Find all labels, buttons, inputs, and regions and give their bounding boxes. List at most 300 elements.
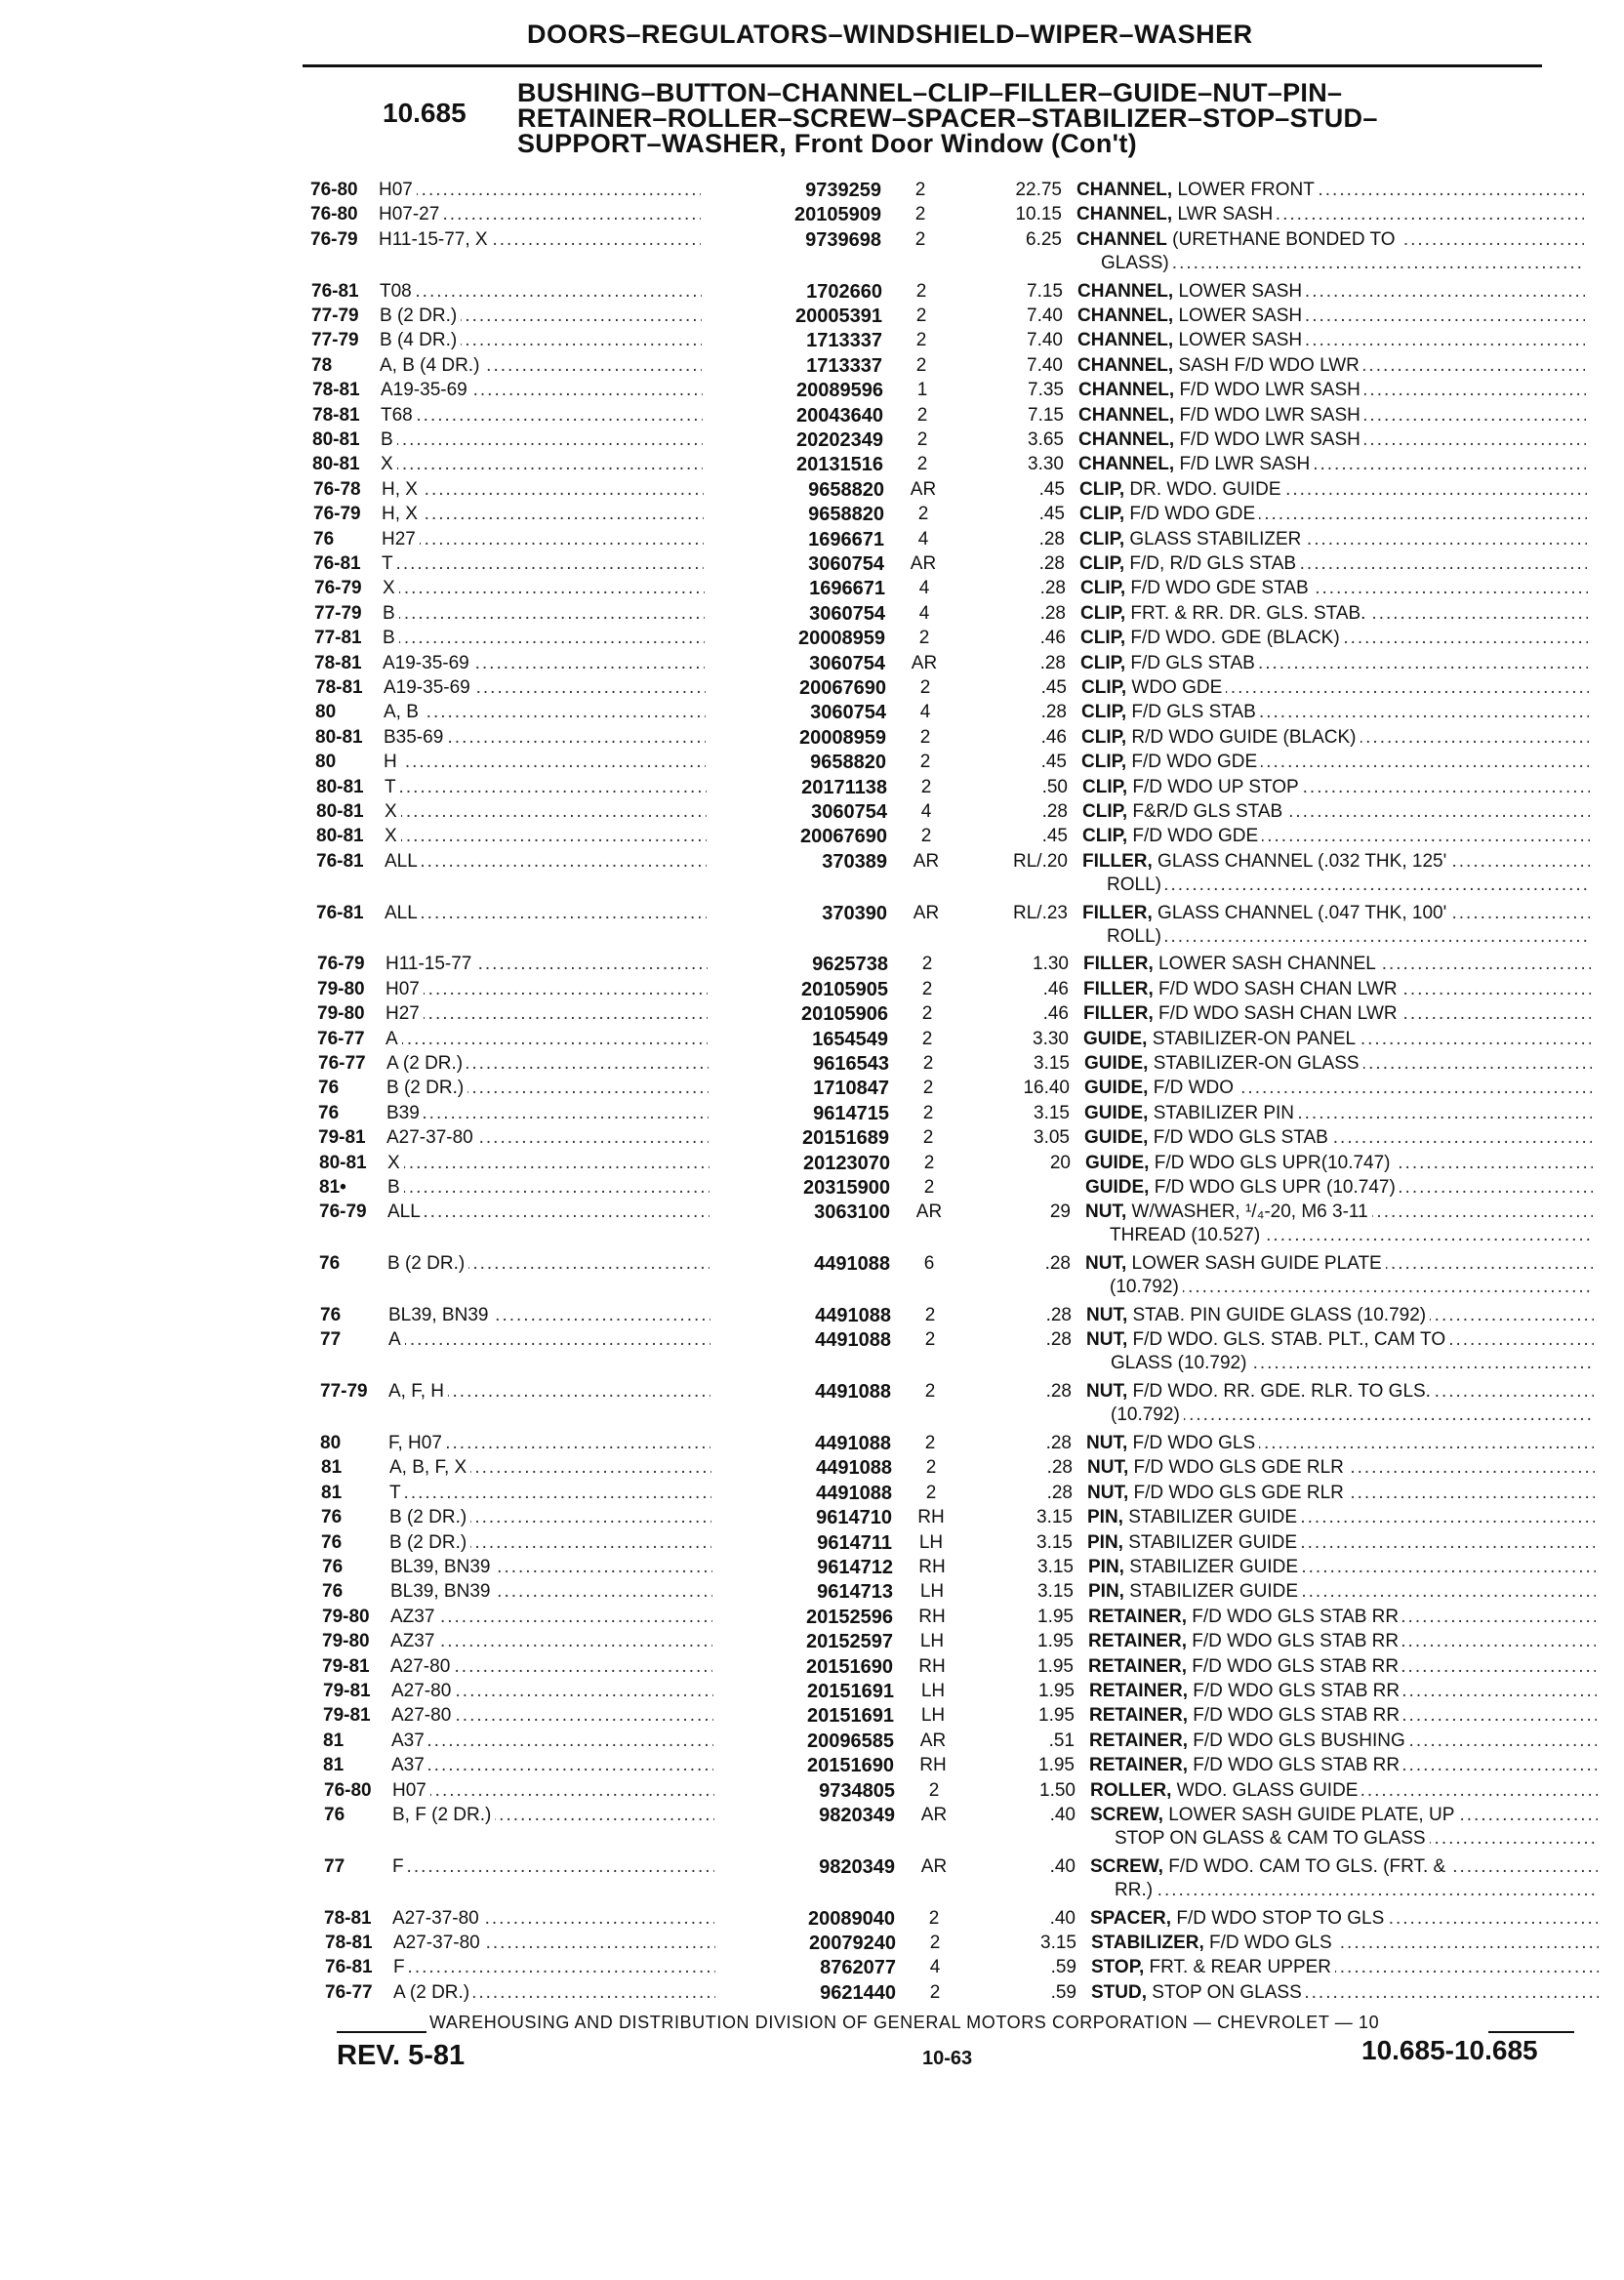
table-row xyxy=(314,602,1573,626)
row-description xyxy=(1088,1655,1596,1679)
row-model: A27-80 ..... xyxy=(391,1680,713,1703)
row-description xyxy=(1081,751,1589,774)
row-model: A19-35-69 ..... xyxy=(384,676,706,700)
row-description-text: STABILIZER-ON PANEL xyxy=(1147,1029,1357,1049)
row-description-continued: RR.) ..... xyxy=(1115,1879,1598,1902)
row-description xyxy=(1090,1779,1598,1803)
row-description xyxy=(1090,1804,1598,1827)
row-part-number: 20008959 xyxy=(799,727,886,749)
row-part-number: 3060754 xyxy=(809,603,885,625)
row-model: X ..... xyxy=(381,453,703,476)
row-model: AZ37 ..... xyxy=(390,1630,712,1653)
row-quantity: AR xyxy=(920,1805,948,1825)
row-part-number: 1696671 xyxy=(809,578,885,599)
table-row xyxy=(317,1002,1576,1026)
row-model: A19-35-69 ..... xyxy=(381,379,703,402)
row-year: 76 xyxy=(318,1078,340,1098)
row-part-number: 20089040 xyxy=(808,1908,895,1930)
row-quantity: 4 xyxy=(918,578,930,598)
row-year: 78-81 xyxy=(315,677,363,698)
row-description-category: FILLER, xyxy=(1083,954,1154,974)
row-description-text: F/D WDO GLS GDE RLR xyxy=(1128,1457,1344,1478)
row-description-text: GLASS STABILIZER xyxy=(1124,529,1302,550)
row-description-category: FILLER, xyxy=(1082,903,1153,923)
table-row xyxy=(320,1380,1579,1425)
row-year: 76 xyxy=(313,529,335,550)
row-year: 80-81 xyxy=(319,1153,367,1173)
table-row xyxy=(313,503,1572,526)
row-quantity: 4 xyxy=(917,529,929,550)
row-description xyxy=(1076,228,1584,252)
row-year: 78-81 xyxy=(312,405,360,426)
section-title-line-3: SUPPORT–WASHER, Front Door Window (Con't) xyxy=(517,129,1137,158)
row-year: 76-80 xyxy=(310,180,358,200)
row-description xyxy=(1088,1630,1596,1653)
row-model: H07 ..... xyxy=(379,179,701,202)
row-part-number: 20202349 xyxy=(796,429,883,451)
row-description-category: NUT, xyxy=(1086,1305,1128,1325)
section-range: 10.685-10.685 xyxy=(1361,2035,1538,2065)
table-row xyxy=(311,329,1570,352)
row-quantity: AR xyxy=(911,653,938,673)
row-year: 77-79 xyxy=(320,1381,368,1402)
row-year: 76 xyxy=(321,1507,343,1527)
table-row xyxy=(315,701,1574,724)
row-model: T ..... xyxy=(389,1482,711,1505)
row-quantity: RH xyxy=(918,1656,946,1677)
row-year: 77-79 xyxy=(311,305,359,326)
row-quantity: 2 xyxy=(918,628,930,648)
row-model: T68 ..... xyxy=(381,404,703,428)
row-part-number: 9614713 xyxy=(817,1581,893,1603)
row-year: 78 xyxy=(311,355,333,376)
row-year: 76 xyxy=(322,1557,344,1577)
row-quantity: AR xyxy=(910,479,937,500)
row-description-category: RETAINER, xyxy=(1089,1730,1188,1751)
table-row xyxy=(324,1804,1583,1849)
row-part-number: 1702660 xyxy=(806,281,882,303)
row-quantity: LH xyxy=(918,1532,944,1553)
row-year: 80-81 xyxy=(315,727,363,748)
row-quantity: 2 xyxy=(928,1908,940,1929)
table-row xyxy=(321,1482,1580,1505)
row-model: H, X ..... xyxy=(382,503,704,526)
row-description-text: LOWER SASH GUIDE PLATE xyxy=(1126,1253,1382,1274)
table-row xyxy=(317,978,1576,1001)
row-description-continued: (10.792) ..... xyxy=(1111,1404,1594,1427)
row-part-number: 9734805 xyxy=(819,1780,895,1802)
table-row xyxy=(316,850,1575,895)
row-description-category: GUIDE, xyxy=(1084,1103,1149,1123)
row-part-number: 4491088 xyxy=(816,1483,892,1504)
row-description-category: STABILIZER, xyxy=(1091,1933,1204,1953)
row-price: .50 xyxy=(1041,777,1068,797)
row-description-text: LOWER SASH xyxy=(1173,305,1303,326)
row-model: BL39, BN39 ..... xyxy=(390,1580,712,1604)
row-quantity: 4 xyxy=(918,603,930,624)
row-quantity: 2 xyxy=(916,454,928,474)
row-description-text: F/D WDO GLS xyxy=(1203,1933,1332,1953)
row-description-category: CHANNEL, xyxy=(1077,281,1174,302)
row-description xyxy=(1083,1028,1591,1051)
table-row xyxy=(319,1176,1578,1200)
page-number: 10-63 xyxy=(922,2048,973,2069)
table-row xyxy=(324,1779,1583,1803)
table-row xyxy=(319,1201,1578,1245)
row-description-text: LOWER SASH GUIDE PLATE, UP xyxy=(1162,1805,1455,1825)
row-year: 79-81 xyxy=(318,1127,366,1148)
row-quantity: RH xyxy=(917,1507,945,1527)
footer-rule-right xyxy=(1488,2031,1574,2033)
row-model: AZ37 ..... xyxy=(390,1606,712,1629)
row-year: 76 xyxy=(318,1103,340,1123)
row-price: 1.50 xyxy=(1039,1780,1076,1801)
row-price: .28 xyxy=(1039,578,1066,598)
row-model: B ..... xyxy=(383,627,705,650)
row-description-text: STABILIZER GUIDE xyxy=(1122,1507,1298,1527)
row-quantity: 2 xyxy=(928,1780,940,1801)
row-part-number: 20151691 xyxy=(807,1705,894,1727)
row-description-text: F/D GLS STAB xyxy=(1126,702,1256,722)
table-row xyxy=(316,800,1575,824)
row-year: 81 xyxy=(323,1755,345,1775)
row-part-number: 20005391 xyxy=(795,305,882,327)
row-year: 81 xyxy=(323,1730,345,1751)
row-part-number: 370390 xyxy=(822,903,887,924)
row-part-number: 1713337 xyxy=(806,355,882,377)
row-price: .28 xyxy=(1044,1253,1071,1274)
row-description-category: NUT, xyxy=(1085,1201,1127,1222)
row-description xyxy=(1077,280,1585,304)
row-price: 1.95 xyxy=(1037,1607,1074,1627)
row-description-category: CLIP, xyxy=(1081,752,1127,772)
row-year: 80-81 xyxy=(316,826,364,846)
row-model: A27-37-80 ..... xyxy=(393,1932,715,1955)
row-description xyxy=(1088,1580,1596,1604)
row-description xyxy=(1080,602,1588,626)
row-description-text: F/D WDO. CAM TO GLS. (FRT. & xyxy=(1162,1856,1446,1877)
row-price: 1.30 xyxy=(1033,954,1069,974)
row-quantity: 2 xyxy=(916,405,928,426)
row-price: 3.15 xyxy=(1036,1532,1073,1553)
row-description-category: PIN, xyxy=(1087,1507,1123,1527)
row-description xyxy=(1089,1730,1597,1753)
table-row xyxy=(321,1531,1580,1555)
row-price: 3.30 xyxy=(1033,1029,1069,1049)
row-part-number: 20067690 xyxy=(800,826,887,847)
row-part-number: 20096585 xyxy=(807,1730,894,1752)
row-description-text: F/D WDO GDE xyxy=(1126,752,1258,772)
row-description xyxy=(1078,453,1586,476)
row-part-number: 20105906 xyxy=(801,1003,888,1025)
row-part-number: 20151690 xyxy=(807,1755,894,1776)
row-description-continued: ROLL) ..... xyxy=(1107,925,1590,949)
row-model: B39 ..... xyxy=(386,1102,709,1125)
row-description-category: PIN, xyxy=(1087,1532,1123,1553)
row-year: 78-81 xyxy=(314,653,362,673)
row-description-text: F/D WDO GLS STAB RR xyxy=(1187,1705,1401,1726)
row-part-number: 9614710 xyxy=(816,1507,892,1528)
row-description xyxy=(1084,1052,1592,1076)
row-description xyxy=(1085,1152,1593,1175)
row-description-text: SASH F/D WDO LWR xyxy=(1173,355,1360,376)
row-description-text: F/D WDO. RR. GDE. RLR. TO GLS. xyxy=(1127,1381,1431,1402)
row-model: B, F (2 DR.) ..... xyxy=(392,1804,714,1827)
row-price: 7.40 xyxy=(1027,330,1063,350)
row-price: .46 xyxy=(1039,628,1066,648)
row-description xyxy=(1091,1932,1599,1955)
row-year: 80 xyxy=(320,1433,342,1453)
row-price: .28 xyxy=(1045,1305,1072,1325)
table-row xyxy=(310,203,1569,226)
row-description-category: FILLER, xyxy=(1082,851,1153,872)
row-model: H07-27 ..... xyxy=(379,203,701,226)
row-part-number: 4491088 xyxy=(815,1433,891,1454)
row-description-text: F/D WDO STOP TO GLS xyxy=(1171,1908,1385,1929)
row-model: T08 ..... xyxy=(380,280,702,304)
row-quantity: 2 xyxy=(924,1381,936,1402)
row-model: A (2 DR.) ..... xyxy=(386,1052,709,1076)
row-price: 3.65 xyxy=(1028,429,1064,450)
row-description xyxy=(1083,978,1591,1001)
table-row xyxy=(322,1655,1581,1679)
table-row xyxy=(325,1981,1584,2005)
row-quantity: 2 xyxy=(923,1153,935,1173)
row-description-text: F/D WDO GLS STAB RR xyxy=(1186,1631,1400,1651)
row-quantity: AR xyxy=(910,553,937,574)
row-description-text: F/D WDO SASH CHAN LWR xyxy=(1153,1003,1398,1024)
row-price: .28 xyxy=(1040,702,1067,722)
row-model: B (2 DR.) ..... xyxy=(389,1506,711,1529)
table-row xyxy=(318,1126,1577,1150)
row-price: .28 xyxy=(1045,1433,1072,1453)
row-description xyxy=(1077,305,1585,328)
row-description-text: F&R/D GLS STAB xyxy=(1127,801,1283,822)
row-description-category: FILLER, xyxy=(1083,1003,1154,1024)
row-price: .45 xyxy=(1041,826,1068,846)
row-quantity: 2 xyxy=(917,504,929,524)
row-price: .40 xyxy=(1049,1908,1076,1929)
row-description-category: GUIDE, xyxy=(1084,1127,1149,1148)
row-description-text: GLASS CHANNEL (.047 THK, 100' xyxy=(1152,903,1447,923)
row-part-number: 9658820 xyxy=(810,752,886,773)
row-description-text: F/D WDO GLS xyxy=(1127,1433,1256,1453)
row-price: 3.05 xyxy=(1034,1127,1070,1148)
row-quantity: AR xyxy=(920,1856,948,1877)
row-part-number: 4491088 xyxy=(815,1305,891,1326)
row-quantity: 4 xyxy=(929,1957,941,1977)
row-quantity: 2 xyxy=(915,305,927,326)
row-price: 1.95 xyxy=(1038,1755,1075,1775)
row-description xyxy=(1076,179,1584,202)
table-row xyxy=(314,627,1573,650)
row-model: A27-37-80 ..... xyxy=(392,1907,714,1931)
row-price: .45 xyxy=(1038,479,1065,500)
row-year: 79-81 xyxy=(323,1705,371,1726)
table-row xyxy=(310,228,1569,273)
row-description xyxy=(1090,1907,1598,1931)
table-row xyxy=(320,1328,1579,1373)
row-description-text: F/D WDO GLS BUSHING xyxy=(1187,1730,1405,1751)
row-part-number: 20079240 xyxy=(809,1933,896,1954)
page-header-title: DOORS–REGULATORS–WINDSHIELD–WIPER–WASHER xyxy=(527,20,1253,49)
row-quantity: 2 xyxy=(924,1305,936,1325)
row-description-text: LOWER FRONT xyxy=(1172,180,1315,200)
row-part-number: 1710847 xyxy=(813,1078,889,1099)
row-quantity: AR xyxy=(915,1201,943,1222)
row-year: 76-77 xyxy=(325,1982,373,2003)
section-title xyxy=(517,80,1552,156)
row-part-number: 20067690 xyxy=(799,677,886,699)
row-model: A27-37-80 ..... xyxy=(386,1126,709,1150)
row-description xyxy=(1082,902,1590,925)
row-price: .28 xyxy=(1046,1457,1073,1478)
row-part-number: 20315900 xyxy=(803,1177,890,1199)
row-description-text: W/WASHER, ¹/₄-20, M6 3-11 xyxy=(1126,1201,1368,1222)
row-year: 76-81 xyxy=(325,1957,373,1977)
row-description xyxy=(1080,652,1588,675)
row-description-category: RETAINER, xyxy=(1088,1656,1187,1677)
row-part-number: 20151690 xyxy=(806,1656,893,1678)
row-part-number: 3060754 xyxy=(811,801,887,823)
row-part-number: 3060754 xyxy=(809,653,885,674)
table-row xyxy=(321,1506,1580,1529)
row-quantity: 2 xyxy=(922,1078,934,1098)
table-row xyxy=(316,776,1575,799)
row-model: H11-15-77, X ..... xyxy=(379,228,701,252)
row-model: A (2 DR.) ..... xyxy=(393,1981,715,2005)
row-model: A37 ..... xyxy=(391,1754,713,1777)
row-description-category: NUT, xyxy=(1085,1253,1127,1274)
row-description xyxy=(1082,776,1590,799)
row-description-text: STABILIZER GUIDE xyxy=(1123,1557,1299,1577)
row-description xyxy=(1081,726,1589,750)
row-description xyxy=(1086,1432,1594,1455)
row-description-text: STABILIZER PIN xyxy=(1148,1103,1295,1123)
table-row xyxy=(311,354,1570,378)
row-model: B (2 DR.) ..... xyxy=(389,1531,711,1555)
row-description-text: WDO. GLASS GUIDE xyxy=(1171,1780,1359,1801)
row-description-text: F/D GLS STAB xyxy=(1125,653,1255,673)
row-description-category: CHANNEL, xyxy=(1077,330,1174,350)
row-year: 76 xyxy=(322,1581,344,1602)
row-year: 78-81 xyxy=(324,1908,372,1929)
row-part-number: 4491088 xyxy=(815,1381,891,1403)
row-quantity: 2 xyxy=(921,1029,933,1049)
row-description-text: FRT. & REAR UPPER xyxy=(1144,1957,1332,1977)
row-model: ALL ..... xyxy=(385,902,707,925)
row-description-category: GUIDE, xyxy=(1085,1153,1150,1173)
row-description-text: F/D WDO UP STOP xyxy=(1127,777,1299,797)
row-description-continued: GLASS) ..... xyxy=(1101,252,1584,275)
row-price: .46 xyxy=(1040,727,1067,748)
row-part-number: 20105909 xyxy=(794,204,881,225)
row-model: A, B ..... xyxy=(384,701,706,724)
row-description xyxy=(1082,850,1590,874)
row-year: 79-81 xyxy=(323,1681,371,1701)
table-row xyxy=(324,1907,1583,1931)
row-description-text: F/D WDO GLS GDE RLR xyxy=(1128,1483,1344,1503)
row-quantity: 2 xyxy=(915,330,927,350)
row-description-category: GUIDE, xyxy=(1084,1078,1149,1098)
row-model: X ..... xyxy=(383,577,705,600)
row-description-text: F/D WDO GDE STAB xyxy=(1125,578,1309,598)
row-description-text: F/D WDO GDE xyxy=(1127,826,1259,846)
row-description-category: RETAINER, xyxy=(1089,1755,1188,1775)
row-year: 76 xyxy=(320,1305,342,1325)
row-description xyxy=(1085,1176,1593,1200)
row-price: 3.15 xyxy=(1034,1053,1070,1074)
row-year: 76-80 xyxy=(324,1780,372,1801)
row-description-text: F/D WDO. GDE (BLACK) xyxy=(1125,628,1340,648)
row-description xyxy=(1088,1556,1596,1579)
row-price: 22.75 xyxy=(1015,180,1062,200)
row-part-number: 9614715 xyxy=(813,1103,889,1124)
row-part-number: 9625738 xyxy=(812,954,888,975)
row-description-category: CLIP, xyxy=(1079,479,1125,500)
row-price: 1.95 xyxy=(1037,1656,1074,1677)
row-model: F ..... xyxy=(392,1855,714,1879)
row-price: 7.40 xyxy=(1027,305,1063,326)
table-row xyxy=(313,478,1572,502)
row-description-category: NUT, xyxy=(1086,1329,1128,1350)
row-quantity: 2 xyxy=(919,677,931,698)
row-quantity: 1 xyxy=(916,380,928,400)
row-part-number: 9614712 xyxy=(817,1557,893,1578)
row-price: 16.40 xyxy=(1023,1078,1070,1098)
table-row xyxy=(318,1102,1577,1125)
row-description-text: F/D WDO xyxy=(1148,1078,1235,1098)
row-description-text: STABILIZER GUIDE xyxy=(1123,1581,1299,1602)
row-description xyxy=(1082,825,1590,848)
row-price: 7.15 xyxy=(1027,281,1063,302)
row-description-text: STOP ON GLASS xyxy=(1147,1982,1302,2003)
row-price: 3.30 xyxy=(1028,454,1064,474)
row-price: 3.15 xyxy=(1036,1507,1073,1527)
row-description-category: SCREW, xyxy=(1090,1856,1163,1877)
row-description xyxy=(1082,800,1590,824)
section-number: 10.685 xyxy=(383,98,467,128)
row-description-category: ROLLER, xyxy=(1090,1780,1172,1801)
row-price: .28 xyxy=(1038,553,1065,574)
row-model: T ..... xyxy=(385,776,707,799)
row-description-text: F/D WDO SASH CHAN LWR xyxy=(1153,979,1398,999)
row-year: 79-80 xyxy=(322,1607,370,1627)
row-price: 6.25 xyxy=(1026,229,1062,250)
row-price: 20 xyxy=(1049,1153,1071,1173)
section-title-line-1: BUSHING–BUTTON–CHANNEL–CLIP–FILLER–GUIDE–NUT–PIN– xyxy=(517,78,1343,107)
row-year: 80-81 xyxy=(312,429,360,450)
row-quantity: 2 xyxy=(920,826,932,846)
row-year: 76-81 xyxy=(311,281,359,302)
row-description-text: LOWER SASH CHANNEL xyxy=(1153,954,1376,974)
table-row xyxy=(325,1932,1584,1955)
row-description-category: CLIP, xyxy=(1080,653,1126,673)
row-part-number: 3060754 xyxy=(808,553,884,575)
row-year: 81 xyxy=(321,1483,343,1503)
row-description-category: CHANNEL, xyxy=(1076,180,1173,200)
row-part-number: 20123070 xyxy=(803,1153,890,1174)
row-description-category: CLIP, xyxy=(1081,677,1127,698)
row-description xyxy=(1087,1456,1595,1480)
row-description-category: CLIP, xyxy=(1080,603,1126,624)
row-part-number: 9621440 xyxy=(820,1982,896,2004)
row-quantity: 2 xyxy=(923,1177,935,1198)
row-description-continued: ROLL) ..... xyxy=(1107,874,1590,897)
row-description xyxy=(1076,203,1584,226)
row-quantity: LH xyxy=(919,1581,945,1602)
row-description-text: LOWER SASH xyxy=(1173,281,1303,302)
